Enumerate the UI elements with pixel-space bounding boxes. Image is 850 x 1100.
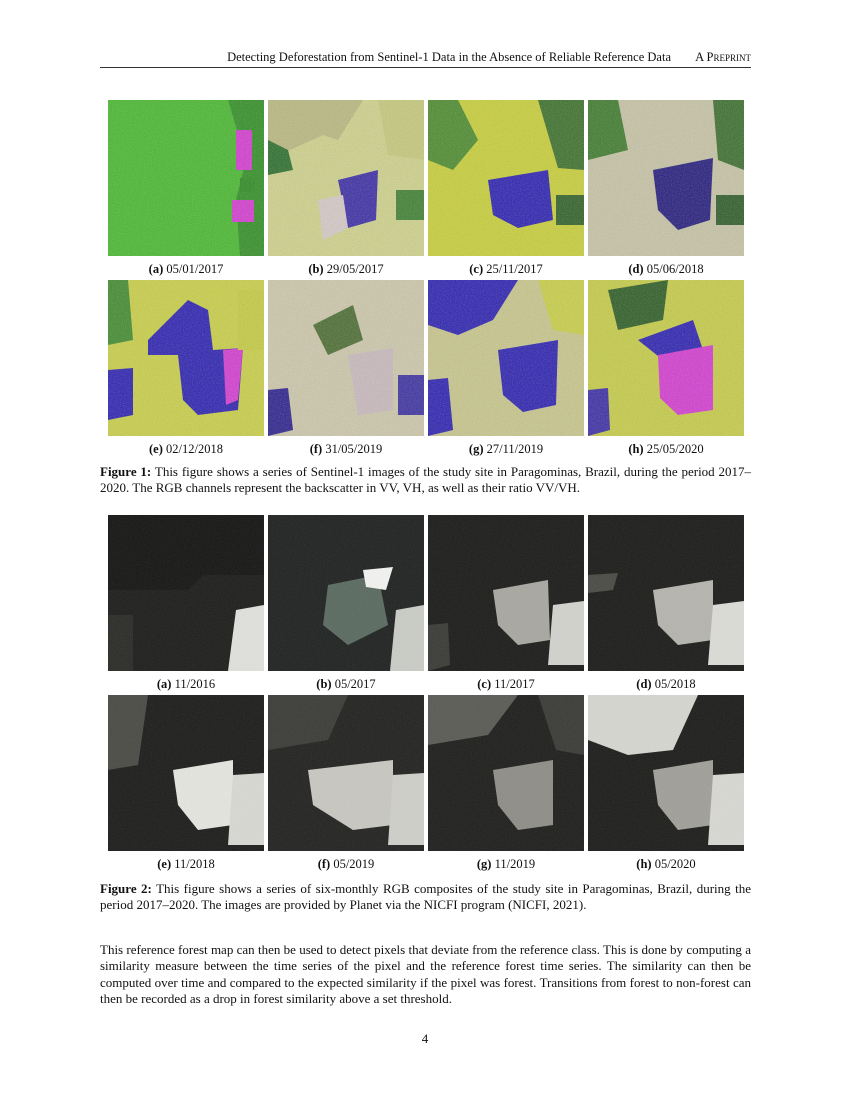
fig1-panel-f (268, 280, 424, 457)
figure-2-caption-text: This figure shows a series of six-monthly RGB composites of the study site in Paragominas, Brazil, during the period 2017–2020. The images are provided by Planet via the NICFI program (NICFI, 2021). (100, 881, 751, 912)
fig2-image-b (268, 515, 424, 671)
fig1-image-b (268, 100, 424, 256)
header-tag: A Preprint (695, 50, 751, 64)
fig1-caption-a: (a) 05/01/2017 (148, 262, 224, 276)
fig2-caption-e: (e) 11/2018 (157, 857, 215, 871)
fig2-image-e (108, 695, 264, 851)
fig1-caption-h: (h) 25/05/2020 (628, 442, 704, 456)
figure-1-caption (100, 464, 751, 496)
fig1-caption-b: (b) 29/05/2017 (308, 262, 384, 276)
figure-2-row-2 (108, 695, 744, 873)
fig1-image-f (268, 280, 424, 436)
running-header (100, 47, 751, 68)
fig2-caption-f: (f) 05/2019 (317, 857, 375, 871)
fig2-image-f (268, 695, 424, 851)
fig2-caption-c: (c) 11/2017 (477, 677, 535, 691)
fig1-panel-c (428, 100, 584, 277)
figure-2-caption (100, 881, 751, 913)
fig2-caption-g: (g) 11/2019 (476, 857, 536, 871)
fig2-image-c (428, 515, 584, 671)
fig1-panel-d (588, 100, 744, 277)
figure-1-row-2 (108, 280, 744, 458)
page-number: 4 (421, 1031, 429, 1046)
fig1-caption-f: (f) 31/05/2019 (309, 442, 383, 456)
fig2-panel-g (428, 695, 584, 872)
figure-1-caption-text: This figure shows a series of Sentinel-1 images of the study site in Paragominas, Brazil, during the period 2017–2020. The RGB channels represent the backscatter in VV, VH, as well as their ratio VV/VH. (100, 464, 752, 495)
fig1-image-d (588, 100, 744, 256)
fig2-panel-a (108, 515, 264, 692)
figure-2-row-1 (108, 515, 744, 693)
fig2-image-d (588, 515, 744, 671)
fig2-caption-a: (a) 11/2016 (156, 677, 216, 691)
figure-1-caption-label: Figure 1: (100, 464, 152, 479)
fig1-panel-h (588, 280, 744, 457)
fig2-panel-f (268, 695, 424, 872)
fig1-panel-a (108, 100, 264, 277)
fig1-image-c (428, 100, 584, 256)
fig2-image-h (588, 695, 744, 851)
fig2-caption-d: (d) 05/2018 (636, 677, 696, 691)
figure-2-caption-label: Figure 2: (100, 881, 152, 896)
fig2-caption-h: (h) 05/2020 (636, 857, 696, 871)
fig1-image-h (588, 280, 744, 436)
fig1-caption-e: (e) 02/12/2018 (149, 442, 223, 456)
fig1-image-a (108, 100, 264, 256)
figure-1-row-1 (108, 100, 744, 278)
fig2-image-g (428, 695, 584, 851)
fig2-panel-b (268, 515, 424, 692)
fig1-image-g (428, 280, 584, 436)
fig1-image-e (108, 280, 264, 436)
fig2-panel-c (428, 515, 584, 692)
fig1-panel-g (428, 280, 584, 457)
fig2-caption-b: (b) 05/2017 (316, 677, 376, 691)
fig2-panel-e (108, 695, 264, 872)
fig2-panel-h (588, 695, 744, 872)
header-title: Detecting Deforestation from Sentinel-1 Data in the Absence of Reliable Reference Data (227, 50, 671, 64)
fig1-panel-b (268, 100, 424, 277)
fig2-image-a (108, 515, 264, 671)
fig1-caption-g: (g) 27/11/2019 (468, 442, 544, 456)
fig2-panel-d (588, 515, 744, 692)
body-paragraph: This reference forest map can then be used to detect pixels that deviate from the reference class. This is done by computing a similarity measure between the time series of the pixel and the reference forest time series. The similarity can then be computed over time and compared to the expected similarity if the pixel was forest. Transitions from forest to non-forest can then be recorded as a drop in forest similarity above a set threshold. (100, 942, 751, 1006)
fig1-caption-c: (c) 25/11/2017 (469, 262, 543, 276)
fig1-caption-d: (d) 05/06/2018 (628, 262, 704, 276)
fig1-panel-e (108, 280, 264, 457)
